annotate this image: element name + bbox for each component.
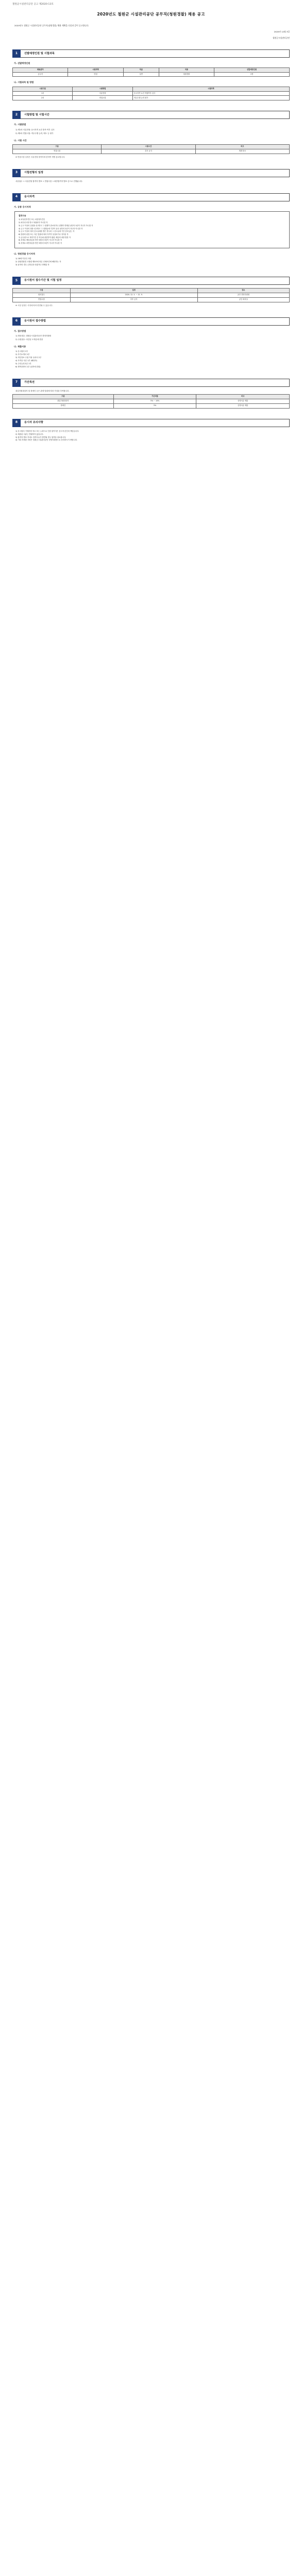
list-item: 2) 파산선고를 받고 복권되지 아니한 자	[19, 222, 48, 224]
table-cell: 5% ~ 10%	[113, 399, 196, 403]
exam-method-table	[12, 87, 290, 101]
page-title: 2020년도 철원군 시설관리공단 공무직(청원경찰) 채용 공고	[97, 12, 205, 16]
table-header: 채용분야	[13, 67, 68, 72]
table-header: 선발예정인원	[214, 67, 290, 72]
notice-page	[0, 0, 302, 457]
table-cell: 2020. 12. 3. ~ 12. 9.	[70, 293, 197, 297]
list-item: 6) 병적증명서 1부 (남자에 한함)	[15, 365, 41, 368]
table-cell: 추후 공지	[102, 149, 195, 154]
table-header: 구분	[13, 144, 102, 149]
list-item: 4) 금고 이상의 형을 선고받고 그 집행유예 기간이 끝난 날부터 2년이 지나지 아니한 자	[19, 227, 83, 230]
table-header: 시험과목	[68, 67, 123, 72]
section-title: 응시자 유의사항	[24, 420, 43, 424]
section-6	[12, 317, 290, 368]
table-cell: 일반	[123, 72, 159, 77]
list-item: 3) 금고 이상의 실형을 선고받고 그 집행이 종료되거나 집행이 면제된 날부터 5년이 지나지 아니한 자	[19, 224, 93, 227]
notice-intro: 2020년도 철원군 시설관리공단 공무직(청원경찰) 채용 계획을 다음과 같이 공고합니다.	[14, 24, 89, 27]
table-cell: 면접	[68, 72, 123, 77]
notice-number: 철원군시설관리공단 공고 제2020-13호	[12, 3, 54, 6]
section-header	[12, 111, 290, 119]
positions-table	[12, 67, 290, 77]
section-title: 응시원서 접수기간 및 시험 일정	[24, 279, 62, 282]
table-cell: 서류전형	[73, 91, 132, 96]
section-number: 4	[12, 193, 21, 201]
schedule-table	[12, 288, 290, 302]
subsection-title: 가. 접수방법	[14, 329, 26, 332]
section-title: 응시원서 접수방법	[24, 319, 46, 323]
section-header	[12, 169, 290, 177]
list-item: 3) 개인정보 수집 이용 동의서 1부	[15, 356, 42, 359]
notice-date: 2020년 12월 3일	[274, 30, 290, 33]
subsection-title: 나. 시험 시간	[14, 139, 27, 142]
notice-org: 철원군시설관리공단	[272, 36, 290, 39]
table-cell: 면접시험	[13, 297, 71, 302]
disqualification-list	[19, 218, 286, 245]
section-2	[12, 111, 290, 158]
table-header: 시험구분	[13, 87, 73, 91]
section-title: 시험전형의 일정	[24, 171, 43, 174]
list-item: 9) 징계로 파면처분을 받은 때부터 5년이 지나지 아니한 자	[19, 242, 62, 245]
table-cell: 직무수행 능력 평가	[132, 96, 289, 100]
table-row	[13, 149, 290, 154]
section-title: 응시자격	[24, 195, 35, 198]
list-item: 3) 남자의 경우 군복무를 마쳤거나 면제된 자	[15, 263, 49, 266]
subsection-title: 나. 청원경찰 응시자격	[14, 252, 35, 255]
subsection-title: 가. 공통 응시자격	[14, 205, 31, 208]
section-header	[12, 193, 290, 201]
paragraph: 서류접수 → 서류전형 합격자 발표 → 면접시험 → 최종합격자 발표 순으로 진행됩니다.	[15, 180, 83, 182]
list-item: 4) 기타 자세한 사항은 철원군시설관리공단 경영지원팀으로 문의하시기 바랍니다.	[15, 439, 78, 442]
table-header: 시험방법	[73, 87, 132, 91]
table-row	[13, 297, 290, 302]
section-number: 5	[12, 277, 21, 285]
section-number: 6	[12, 317, 21, 326]
list-item: 6) 법원의 판결 또는 다른 법률에 따라 자격이 상실되거나 정지된 자	[19, 233, 69, 236]
table-row	[13, 399, 290, 403]
table-cell: 추후 공지	[70, 297, 197, 302]
table-cell: 응시자격 요건 적합여부 심사	[132, 91, 289, 96]
disqualification-box	[14, 211, 290, 248]
section-4	[12, 193, 290, 266]
paragraph: 1) 제1차 서류전형: 응시자격 요건 충족 여부 심사	[15, 128, 55, 131]
table-header: 시험시간	[102, 144, 195, 149]
notice-date-line	[12, 30, 290, 33]
section-8	[12, 419, 290, 442]
subsection-title: 가. 시험방법	[14, 123, 26, 126]
bonus-table	[12, 394, 290, 409]
table-header: 구분	[13, 288, 71, 293]
table-cell: 5%	[113, 403, 196, 408]
table-header: 가산비율	[113, 394, 196, 399]
section-header	[12, 49, 290, 58]
list-item: 3) 합격자 발표 후에도 결격사유가 발견될 경우 합격을 취소합니다.	[15, 436, 66, 438]
section-title: 시험방법 및 시험시간	[24, 113, 49, 116]
table-cell: 청원경찰	[159, 72, 214, 77]
table-row	[13, 403, 290, 408]
paragraph: 2) 제2차 면접시험: 직무수행 능력, 태도 등 평가	[15, 132, 54, 134]
list-item: 5) 금고 이상의 형의 선고유예를 받은 경우에 그 선고유예 기간 중에 있는 자	[19, 230, 75, 233]
list-item: 8) 징계로 해임처분을 받은 때부터 3년이 지나지 아니한 자	[19, 239, 62, 242]
section-title: 선발예정인원 및 시험과목	[24, 52, 55, 55]
section-3	[12, 169, 290, 183]
table-row	[13, 96, 290, 100]
list-item: 1) 피성년후견인 또는 피한정후견인	[19, 218, 45, 221]
note: ※ 면접시험 일정은 서류전형 합격자에 한하여 개별 통보합니다.	[15, 156, 65, 158]
section-title: 가산특전	[24, 380, 35, 384]
list-item: 1) 응시원서 기재사항 착오 또는 누락으로 인한 불이익은 응시자 본인의 책임입니다.	[15, 430, 79, 432]
table-cell: 면접시험	[13, 149, 102, 154]
exam-time-table	[12, 144, 290, 154]
table-cell: 1차	[13, 91, 73, 96]
table-cell: 공무직	[13, 72, 68, 77]
table-cell: 면접시험	[73, 96, 132, 100]
section-number: 1	[12, 49, 21, 58]
section-header	[12, 379, 290, 387]
subsection-title: 나. 제출서류	[14, 345, 26, 348]
section-header	[12, 419, 290, 427]
list-item: 1) 18세 이상인 사람	[15, 258, 31, 260]
table-header: 직종	[159, 67, 214, 72]
table-header: 비고	[195, 144, 289, 149]
table-header: 일정	[70, 288, 197, 293]
list-item: 2) 청원경찰법 시행령 제3조에 따른 신체조건에 해당하는 자	[15, 260, 61, 263]
table-cell: 공단 경영지원팀	[197, 293, 289, 297]
paragraph: 2) 우편접수: 마감일 도착분에 한함	[15, 338, 43, 341]
table-cell: 개별 통보	[195, 149, 289, 154]
table-row	[13, 91, 290, 96]
section-number: 8	[12, 419, 21, 427]
list-item: 2) 제출된 서류는 반환하지 않습니다.	[15, 433, 44, 435]
note: ※ 시험 일정은 사정에 따라 변경될 수 있습니다.	[15, 304, 53, 307]
section-header	[12, 317, 290, 326]
table-cell: 2차	[13, 96, 73, 100]
list-item: 7) 공무원으로 재직기간 중 직무와 관련하여 횡령, 배임의 죄를 범한 자	[19, 236, 71, 239]
guard-qualification-list	[15, 258, 290, 266]
subsection-title: 가. 선발예정인원	[14, 62, 30, 65]
section-header	[12, 277, 290, 285]
table-cell: 증빙서류 제출	[196, 403, 290, 408]
table-header: 장소	[197, 288, 289, 293]
documents-list	[15, 350, 290, 368]
table-header: 구분	[13, 394, 114, 399]
table-cell: 1명	[214, 72, 290, 77]
section-number: 3	[12, 169, 21, 177]
notice-org-line	[12, 37, 290, 40]
table-row	[13, 72, 290, 77]
caution-list	[15, 430, 290, 442]
list-item: 2) 자기소개서 1부	[15, 353, 30, 356]
list-item: 5) 주민등록초본 1부	[15, 362, 31, 365]
list-item: 4) 자격증 사본 1부 (해당자)	[15, 359, 38, 362]
table-cell: 증빙서류 제출	[196, 399, 290, 403]
box-heading: 결격사유	[19, 214, 26, 217]
subsection-title: 나. 시험과목 및 방법	[14, 81, 34, 84]
list-item: 1) 응시원서 1부	[15, 350, 28, 353]
section-7	[12, 379, 290, 409]
table-header: 비고	[196, 394, 290, 399]
table-cell: 취업지원대상자	[13, 399, 114, 403]
section-1	[12, 49, 290, 100]
table-header: 직급	[123, 67, 159, 72]
section-number: 2	[12, 111, 21, 119]
table-row	[13, 293, 290, 297]
paragraph: 취업지원대상자 및 장애인 등은 관계 법령에 따라 가점을 부여합니다.	[15, 389, 70, 392]
paragraph: 1) 방문접수: 철원군시설관리공단 경영지원팀	[15, 334, 51, 337]
section-number: 7	[12, 379, 21, 387]
table-cell: 공단 회의실	[197, 297, 289, 302]
table-cell: 장애인	[13, 403, 114, 408]
table-header: 시험과목	[132, 87, 289, 91]
section-5	[12, 277, 290, 307]
table-cell: 원서접수	[13, 293, 71, 297]
